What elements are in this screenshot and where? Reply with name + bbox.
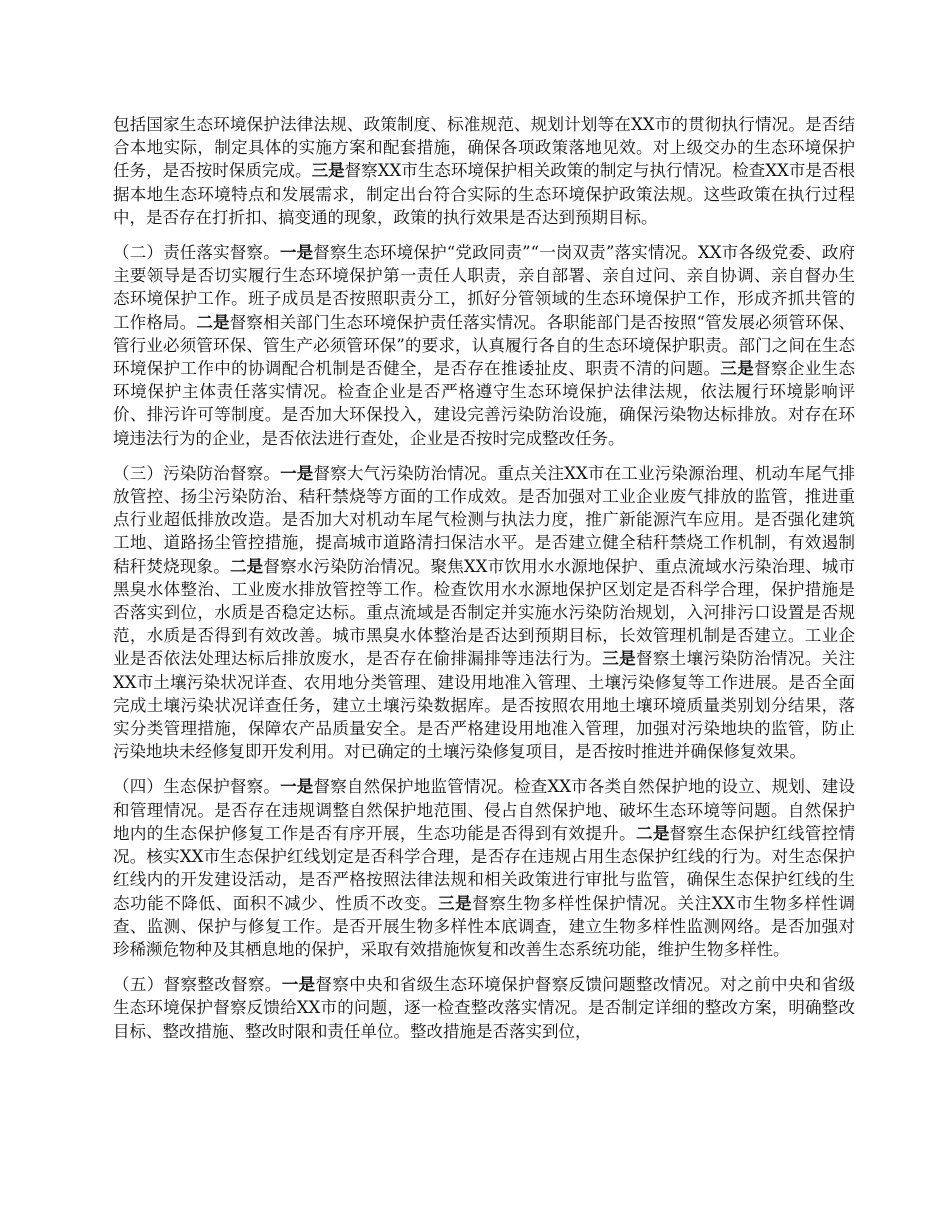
paragraph-text: 督察企业生态环境保护主体责任落实情况。检查企业是否严格遵守生态环境保护法律法规，依法履行环境影响评价、排污许可等制度。是否加大环保投入，建设完善污染防治设施，确保污染物达标排放。对存在环境违法行为的企业，是否依法进行查处，企业是否按时完成整改任务。 — [113, 359, 856, 448]
paragraph-text: 督察XX市生态环境保护相关政策的制定与执行情况。检查XX市是否根据本地生态环境特点和发展需求，制定出台符合实际的生态环境保护政策法规。这些政策在执行过程中，是否存在打折扣、搞变通的现象，政策的执行效果是否达到预期目标。 — [113, 161, 855, 227]
point-label: 一是 — [280, 777, 314, 797]
point-label: 三是 — [602, 649, 637, 669]
paragraph-rectification — [113, 973, 855, 1043]
point-label: 三是 — [311, 161, 345, 181]
point-label: 一是 — [279, 243, 314, 263]
paragraph-text: 督察土壤污染防治情况。关注XX市土壤污染状况详查、农用地分类管理、建设用地准入管理、土壤污染修复等工作进展。是否全面完成土壤污染状况详查任务，建立土壤污染数据库。是否按照农用地土壤环境质量类别划分结果，落实分类管理措施，保障农产品质量安全。是否严格建设用地准入管理，加强对污染地块的监管，防止污染地块未经修复即开发利用。对已确定的土壤污染修复项目，是否按时推进并确保修复效果。 — [113, 649, 856, 762]
section-heading: （五）督察整改督察。 — [113, 975, 282, 995]
paragraph-continuation — [113, 113, 855, 229]
point-label: 二是 — [196, 312, 230, 332]
point-label: 一是 — [280, 463, 314, 483]
paragraph-text: 督察生态保护红线管控情况。核实XX市生态保护红线划定是否科学合理，是否存在违规占用生态保护红线的行为。对生态保护红线内的开发建设活动，是否严格按照法律法规和相关政策进行审批与监管，确保生态保护红线的生态功能不降低、面积不减少、性质不改变。 — [113, 823, 856, 913]
point-label: 二是 — [636, 823, 670, 843]
paragraph-text: 督察自然保护地监管情况。检查XX市各类自然保护地的设立、规划、建设和管理情况。是否存在违规调整自然保护地范围、侵占自然保护地、破坏生态环境等问题。自然保护地内的生态保护修复工作是否有序开展，生态功能是否得到有效提升。 — [113, 777, 855, 843]
paragraph-text: 督察大气污染防治情况。重点关注XX市在工业污染源治理、机动车尾气排放管控、扬尘污染防治、秸秆禁烧等方面的工作成效。是否加强对工业企业废气排放的监管，推进重点行业超低排放改造。是否加大对机动车尾气检测与执法力度，推广新能源汽车应用。是否强化建筑工地、道路扬尘管控措施，提高城市道路清扫保洁水平。是否建立健全秸秆禁烧工作机制，有效遏制秸秆焚烧现象。 — [113, 463, 855, 576]
point-label: 三是 — [720, 359, 755, 379]
paragraph-text: 督察生态环境保护“党政同责”“一岗双责”落实情况。XX市各级党委、政府主要领导是否切实履行生态环境保护第一责任人职责，亲自部署、亲自过问、亲自协调、亲自督办生态环境保护工作。班子成员是否按照职责分工，抓好分管领域的生态环境保护工作，形成齐抓共管的工作格局。 — [113, 243, 856, 332]
paragraph-ecology — [113, 775, 855, 961]
paragraph-text: 督察水污染防治情况。聚焦XX市饮用水水源地保护、重点流域水污染治理、城市黑臭水体整治、工业废水排放管控等工作。检查饮用水水源地保护区划定是否科学合理，保护措施是否落实到位，水质是否稳定达标。重点流域是否制定并实施水污染防治规划，入河排污口设置是否规范，水质是否得到有效改善。城市黑臭水体整治是否达到预期目标，长效管理机制是否建立。工业企业是否依法处理达标后排放废水，是否存在偷排漏排等违法行为。 — [113, 556, 856, 669]
paragraph-responsibility — [113, 241, 855, 450]
point-label: 一是 — [281, 975, 316, 995]
point-label: 三是 — [438, 893, 473, 913]
paragraph-text: 督察生物多样性保护情况。关注XX市生物多样性调查、监测、保护与修复工作。是否开展生物多样性本底调查，建立生物多样性监测网络。是否加强对珍稀濒危物种及其栖息地的保护，采取有效措施恢复和改善生态系统功能，维护生物多样性。 — [113, 893, 856, 959]
paragraph-pollution — [113, 462, 855, 764]
paragraph-text: 督察中央和省级生态环境保护督察反馈问题整改情况。对之前中央和省级生态环境保护督察反馈给XX市的问题，逐一检查整改落实情况。是否制定详细的整改方案，明确整改目标、整改措施、整改时限和责任单位。整改措施是否落实到位， — [113, 975, 856, 1041]
section-heading: （四）生态保护督察。 — [113, 777, 281, 797]
document-body — [113, 113, 855, 1055]
section-heading: （二）责任落实督察。 — [113, 243, 280, 263]
paragraph-text: 督察相关部门生态环境保护责任落实情况。各职能部门是否按照“管发展必须管环保、管行业必须管环保、管生产必须管环保”的要求，认真履行各自的生态环境保护职责。部门之间在生态环境保护工作中的协调配合机制是否健全，是否存在推诿扯皮、职责不清的问题。 — [113, 312, 855, 379]
section-heading: （三）污染防治督察。 — [113, 463, 281, 483]
paragraph-text: 包括国家生态环境保护法律法规、政策制度、标准规范、规划计划等在XX市的贯彻执行情况。是否结合本地实际，制定具体的实施方案和配套措施，确保各项政策落地见效。对上级交办的生态环境保护任务，是否按时保质完成。 — [113, 115, 855, 181]
point-label: 二是 — [229, 556, 264, 576]
